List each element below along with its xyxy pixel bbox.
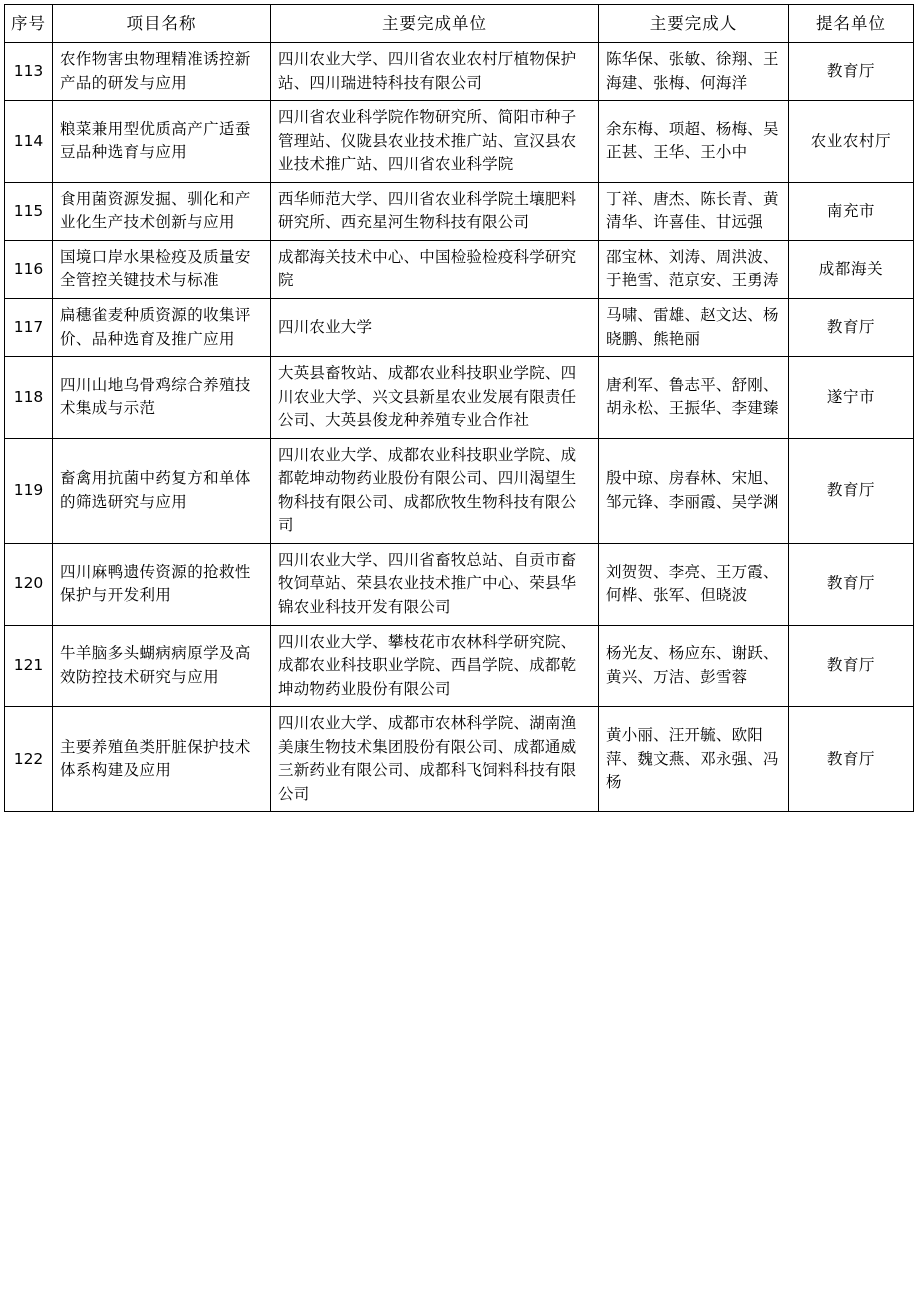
table-row xyxy=(5,625,914,707)
table-body xyxy=(5,43,914,812)
cell-units: 四川农业大学、成都市农林科学院、湖南渔美康生物技术集团股份有限公司、成都通威三新药业有限公司、成都科飞饲料科技有限公司 xyxy=(271,707,599,812)
cell-seq: 116 xyxy=(5,240,53,298)
cell-nominator: 遂宁市 xyxy=(789,357,914,439)
table-row xyxy=(5,543,914,625)
cell-units: 四川农业大学、四川省农业农村厅植物保护站、四川瑞进特科技有限公司 xyxy=(271,43,599,101)
cell-seq: 113 xyxy=(5,43,53,101)
cell-project-name: 畜禽用抗菌中药复方和单体的筛选研究与应用 xyxy=(53,438,271,543)
cell-units: 四川农业大学、四川省畜牧总站、自贡市畜牧饲草站、荣县农业技术推广中心、荣县华锦农业科技开发有限公司 xyxy=(271,543,599,625)
cell-units: 大英县畜牧站、成都农业科技职业学院、四川农业大学、兴文县新星农业发展有限责任公司、大英县俊龙种养殖专业合作社 xyxy=(271,357,599,439)
cell-people: 陈华保、张敏、徐翔、王海建、张梅、何海洋 xyxy=(599,43,789,101)
cell-units: 四川农业大学、攀枝花市农林科学研究院、成都农业科技职业学院、西昌学院、成都乾坤动物药业股份有限公司 xyxy=(271,625,599,707)
cell-people: 邵宝林、刘涛、周洪波、于艳雪、范京安、王勇涛 xyxy=(599,240,789,298)
table-row xyxy=(5,43,914,101)
table-header xyxy=(5,5,914,43)
cell-people: 刘贺贺、李亮、王万霞、何桦、张军、但晓波 xyxy=(599,543,789,625)
cell-nominator: 南充市 xyxy=(789,182,914,240)
cell-project-name: 牛羊脑多头蝴病病原学及高效防控技术研究与应用 xyxy=(53,625,271,707)
cell-seq: 118 xyxy=(5,357,53,439)
cell-seq: 117 xyxy=(5,299,53,357)
cell-project-name: 四川山地乌骨鸡综合养殖技术集成与示范 xyxy=(53,357,271,439)
column-header-project-name: 项目名称 xyxy=(53,5,271,43)
cell-project-name: 国境口岸水果检疫及质量安全管控关键技术与标准 xyxy=(53,240,271,298)
cell-seq: 120 xyxy=(5,543,53,625)
cell-units: 四川省农业科学院作物研究所、简阳市种子管理站、仪陇县农业技术推广站、宣汉县农业技术推广站、四川省农业科学院 xyxy=(271,101,599,183)
cell-units: 西华师范大学、四川省农业科学院土壤肥料研究所、西充星河生物科技有限公司 xyxy=(271,182,599,240)
cell-people: 余东梅、项超、杨梅、吴正甚、王华、王小中 xyxy=(599,101,789,183)
cell-project-name: 粮菜兼用型优质高产广适蚕豆品种选育与应用 xyxy=(53,101,271,183)
cell-seq: 119 xyxy=(5,438,53,543)
cell-units: 四川农业大学、成都农业科技职业学院、成都乾坤动物药业股份有限公司、四川渴望生物科技有限公司、成都欣牧生物科技有限公司 xyxy=(271,438,599,543)
cell-nominator: 教育厅 xyxy=(789,299,914,357)
cell-people: 杨光友、杨应东、谢跃、黄兴、万洁、彭雪蓉 xyxy=(599,625,789,707)
cell-project-name: 农作物害虫物理精准诱控新产品的研发与应用 xyxy=(53,43,271,101)
table-row xyxy=(5,707,914,812)
column-header-units: 主要完成单位 xyxy=(271,5,599,43)
cell-units: 成都海关技术中心、中国检验检疫科学研究院 xyxy=(271,240,599,298)
cell-nominator: 农业农村厅 xyxy=(789,101,914,183)
cell-people: 唐利军、鲁志平、舒刚、胡永松、王振华、李建臻 xyxy=(599,357,789,439)
cell-seq: 114 xyxy=(5,101,53,183)
cell-people: 殷中琼、房春林、宋旭、邹元锋、李丽霞、吴学渊 xyxy=(599,438,789,543)
cell-units: 四川农业大学 xyxy=(271,299,599,357)
cell-nominator: 教育厅 xyxy=(789,543,914,625)
table-row xyxy=(5,438,914,543)
table-row xyxy=(5,101,914,183)
table-row xyxy=(5,299,914,357)
cell-people: 马啸、雷雄、赵文达、杨晓鹏、熊艳丽 xyxy=(599,299,789,357)
column-header-seq: 序号 xyxy=(5,5,53,43)
cell-seq: 122 xyxy=(5,707,53,812)
cell-seq: 115 xyxy=(5,182,53,240)
cell-project-name: 食用菌资源发掘、驯化和产业化生产技术创新与应用 xyxy=(53,182,271,240)
cell-nominator: 教育厅 xyxy=(789,625,914,707)
cell-project-name: 扁穗雀麦种质资源的收集评价、品种选育及推广应用 xyxy=(53,299,271,357)
award-project-table xyxy=(4,4,914,812)
cell-nominator: 成都海关 xyxy=(789,240,914,298)
column-header-nominator: 提名单位 xyxy=(789,5,914,43)
cell-seq: 121 xyxy=(5,625,53,707)
table-row xyxy=(5,182,914,240)
cell-project-name: 四川麻鸭遗传资源的抢救性保护与开发利用 xyxy=(53,543,271,625)
table-header-row xyxy=(5,5,914,43)
table-row xyxy=(5,357,914,439)
cell-people: 黄小丽、汪开毓、欧阳萍、魏文燕、邓永强、冯杨 xyxy=(599,707,789,812)
cell-people: 丁祥、唐杰、陈长青、黄清华、许喜佳、甘远强 xyxy=(599,182,789,240)
cell-nominator: 教育厅 xyxy=(789,707,914,812)
cell-nominator: 教育厅 xyxy=(789,438,914,543)
column-header-people: 主要完成人 xyxy=(599,5,789,43)
table-row xyxy=(5,240,914,298)
cell-nominator: 教育厅 xyxy=(789,43,914,101)
cell-project-name: 主要养殖鱼类肝脏保护技术体系构建及应用 xyxy=(53,707,271,812)
